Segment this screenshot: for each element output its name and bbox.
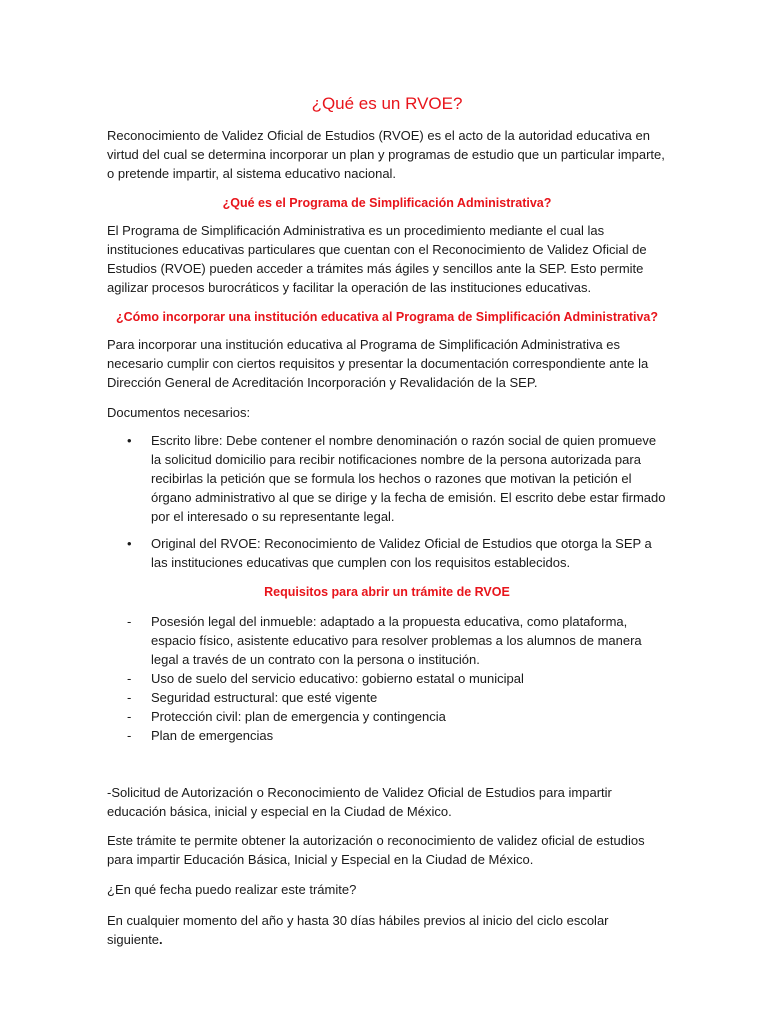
date-question: ¿En qué fecha puedo realizar este trámite? [107,882,357,897]
bullet-text: Escrito libre: Debe contener el nombre denominación o razón social de quien promueve la solicitud domicilio para recibir notificaciones nombre de la persona autorizada para recibirlas la petición que se formula los hechos o razones que motivan la petición el órgano administrativo al que se dirige y la fecha de emisión. El escrito debe estar firmado por el interesado o su representante legal. [151,433,666,524]
incorporate-paragraph: Para incorporar una institución educativa al Programa de Simplificación Administrativa es necesario cumplir con ciertos requisitos y presentar la documentación correspondiente ante la Dirección General de Acreditación Incorporación y Revalidación de la SEP. [107,337,649,390]
list-item [107,669,667,688]
dash-text: Plan de emergencias [151,728,274,743]
documents-list [107,431,667,572]
dash-icon: - [127,671,132,686]
dash-icon: - [127,614,132,629]
request-paragraph: -Solicitud de Autorización o Reconocimiento de Validez Oficial de Estudios para impartir educación básica, inicial y especial en la Ciudad de México. [107,785,612,819]
list-item [107,431,667,526]
simplification-paragraph: El Programa de Simplificación Administrativa es un procedimiento mediante el cual las instituciones educativas particulares que cuentan con el Reconocimiento de Validez Oficial de Estudios (RVOE) pueden acceder a trámites más ágiles y sencillos ante la SEP. Esto permite agilizar procesos burocráticos y facilitar la operación de las instituciones educativas. [107,223,647,295]
dash-icon: - [127,709,132,724]
dash-text: Uso de suelo del servicio educativo: gobierno estatal o municipal [151,671,524,686]
list-item [107,726,667,745]
bullet-icon: • [127,433,132,448]
dash-icon: - [127,728,132,743]
dash-icon: - [127,690,132,705]
list-item [107,707,667,726]
list-item [107,534,667,572]
intro-paragraph: Reconocimiento de Validez Oficial de Estudios (RVOE) es el acto de la autoridad educativa en virtud del cual se determina incorporar un plan y programas de estudio que un particular imparte, o pretende impartir, al sistema educativo nacional. [107,128,665,181]
procedure-paragraph: Este trámite te permite obtener la autorización o reconocimiento de validez oficial de estudios para impartir Educación Básica, Inicial y Especial en la Ciudad de México. [107,833,645,867]
section-heading-simplification: ¿Qué es el Programa de Simplificación Administrativa? [222,196,552,210]
bullet-icon: • [127,536,132,551]
bullet-text: Original del RVOE: Reconocimiento de Validez Oficial de Estudios que otorga la SEP a las instituciones educativas que cumplen con los requisitos establecidos. [151,536,652,570]
section-heading-incorporate: ¿Cómo incorporar una institución educativa al Programa de Simplificación Administrativa? [115,310,658,324]
dash-text: Posesión legal del inmueble: adaptado a la propuesta educativa, como plataforma, espacio físico, asistente educativo para resolver problemas a los alumnos de manera legal a través de un contrato con la persona o institución. [151,614,642,667]
date-answer [107,911,667,949]
requirements-list [107,612,667,745]
page-title: ¿Qué es un RVOE? [311,94,463,113]
date-answer-text: En cualquier momento del año y hasta 30 días hábiles previos al inicio del ciclo escolar siguiente [107,913,609,947]
list-item [107,688,667,707]
date-answer-period: . [159,932,163,947]
dash-text: Seguridad estructural: que esté vigente [151,690,378,705]
documents-label: Documentos necesarios: [107,405,251,420]
list-item [107,612,667,669]
section-heading-requirements: Requisitos para abrir un trámite de RVOE [264,585,510,599]
dash-text: Protección civil: plan de emergencia y contingencia [151,709,446,724]
